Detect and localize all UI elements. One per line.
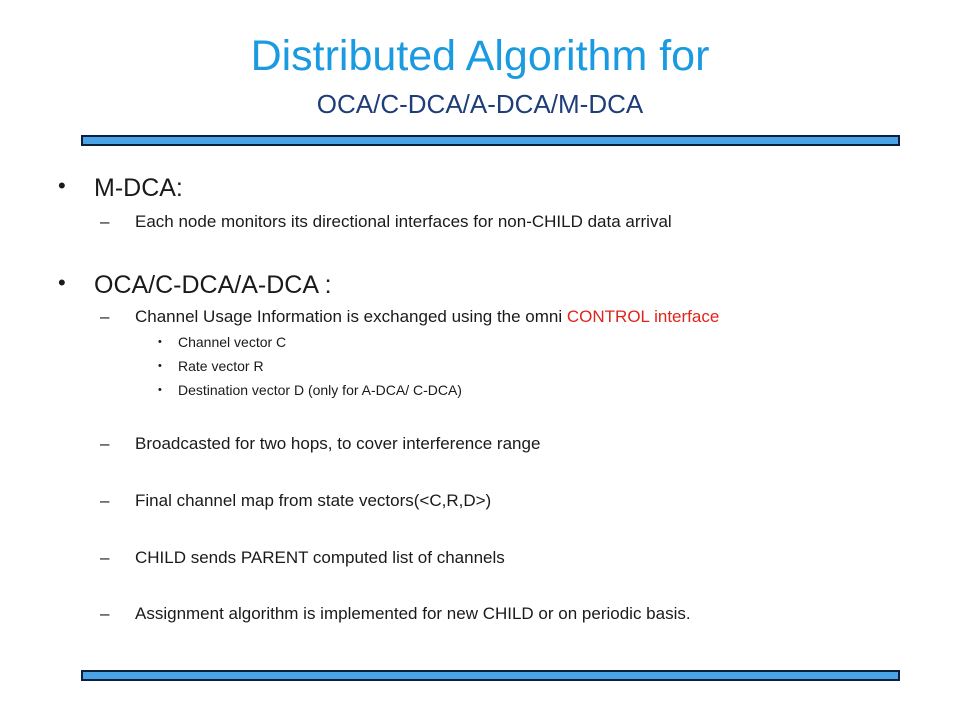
control-interface-highlight: CONTROL interface [566,307,720,326]
dash-icon: – [100,548,110,567]
bottom-divider [81,670,900,681]
bullet-label: OCA/C-DCA/A-DCA : [94,271,332,299]
slide-subtitle: OCA/C-DCA/A-DCA/M-DCA [316,89,644,119]
sub-item-text: Final channel map from state vectors(<C,R,D>) [135,491,492,510]
sub-item-text: CHILD sends PARENT computed list of channels [135,548,505,567]
sub-item-text: Assignment algorithm is implemented for new CHILD or on periodic basis. [135,604,691,623]
sub-item-text [135,306,719,328]
bullet-label: M-DCA: [94,174,183,202]
subsub-item-text: Destination vector D (only for A-DCA/ C-DCA) [178,382,462,398]
sub-item-prefix: Channel Usage Information is exchanged using the omni [135,307,567,326]
dash-icon: – [100,307,110,326]
bullet-icon: • [158,360,162,372]
dash-icon: – [100,434,110,453]
bullet-icon: • [158,336,162,348]
sub-item-text: Broadcasted for two hops, to cover interference range [135,434,541,453]
bullet-icon: • [58,173,66,198]
sub-item-text: Each node monitors its directional interfaces for non-CHILD data arrival [135,212,672,231]
bullet-icon: • [158,384,162,396]
subsub-item-text: Rate vector R [178,358,264,374]
bullet-icon: • [58,270,66,295]
dash-icon: – [100,491,110,510]
slide-title: Distributed Algorithm for [250,32,710,80]
dash-icon: – [100,604,110,623]
dash-icon: – [100,212,110,231]
subsub-item-text: Channel vector C [178,334,287,350]
top-divider [81,135,900,146]
